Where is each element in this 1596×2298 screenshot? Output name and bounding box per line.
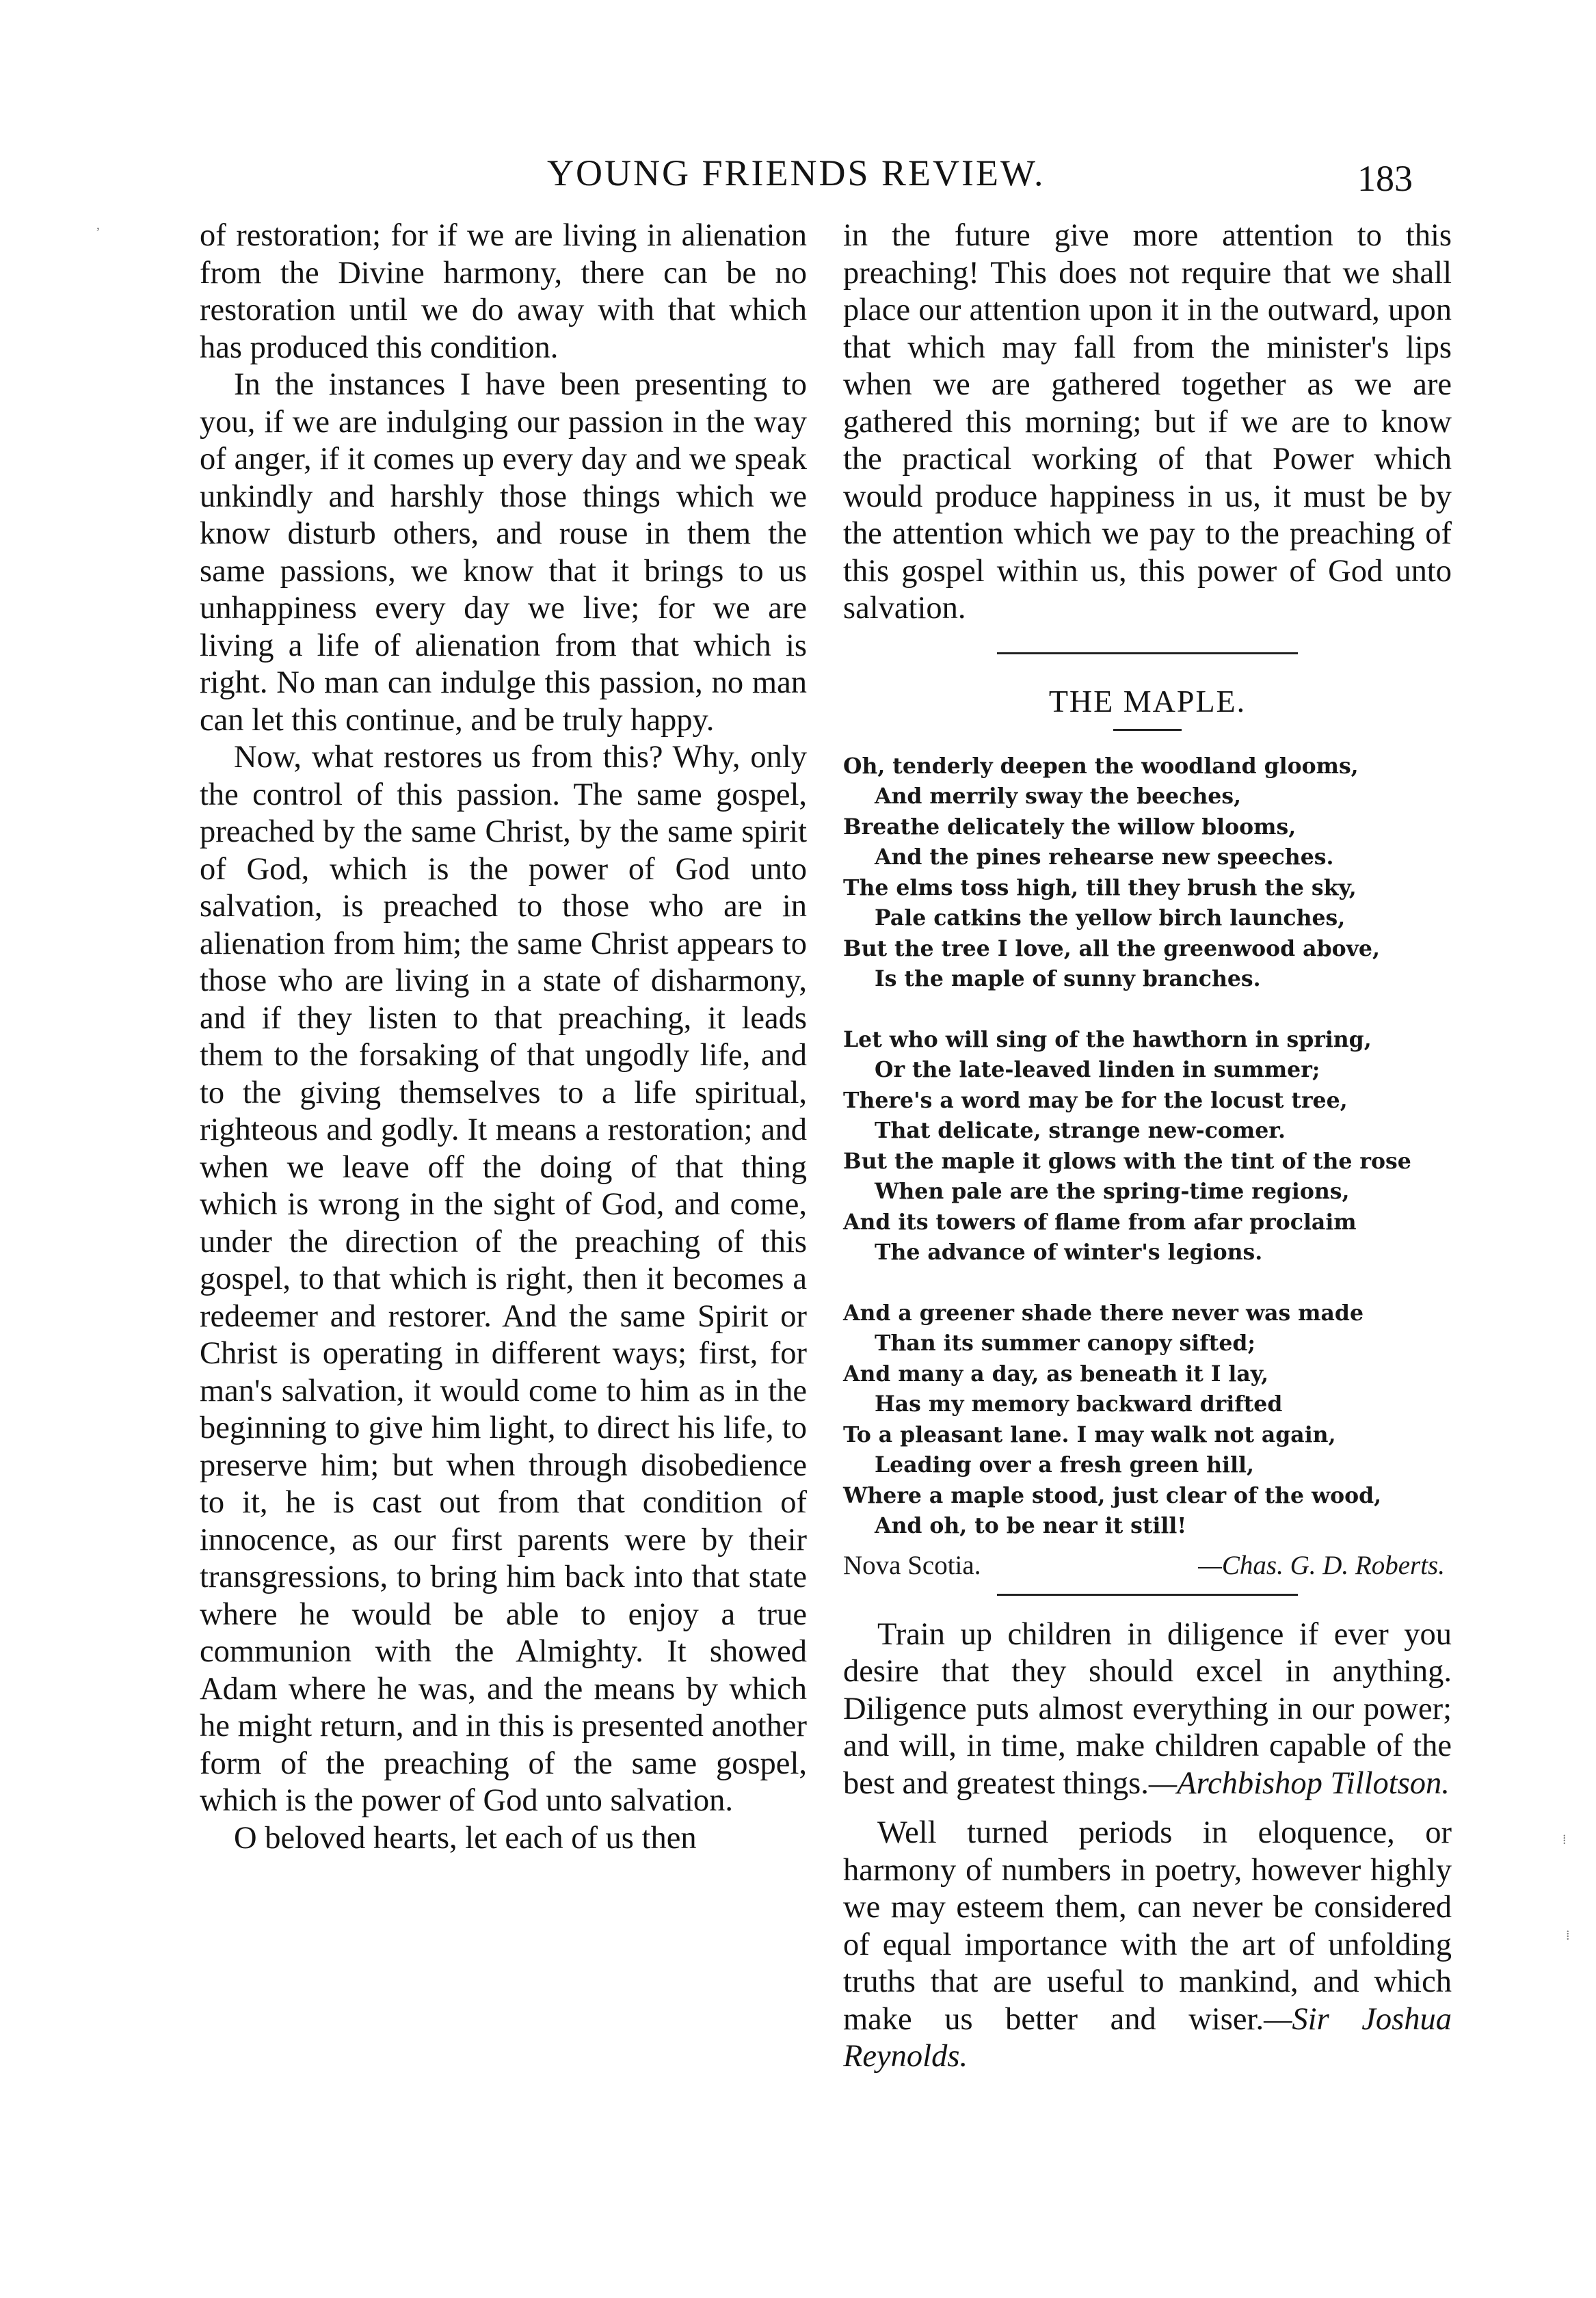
poem-line: Breathe delicately the willow blooms, bbox=[843, 814, 1296, 840]
poem-line: But the maple it glows with the tint of the rose bbox=[843, 1148, 1411, 1174]
poem-line: And its towers of flame from afar proclaim bbox=[843, 1209, 1357, 1235]
poem-attribution bbox=[843, 1549, 1452, 1583]
margin-speck: ⁞ bbox=[1566, 1928, 1570, 1943]
paragraph: Now, what restores us from this? Why, only the control of this passion. The same gospel, preached by the same Christ, by the same spirit of God, which is the power of God unto salvation, is preached to those who are in alienation from him; the same Christ appears to those who are living in a state of disharmony, and if they listen to that preaching, it leads them to the forsaking of that ungodly life, and to the giving themselves to a life spiritual, righteous and godly. It means a restoration; and when we leave off the doing of that thing which is wrong in the sight of God, and come, under the direction of the preaching of this gospel, to that which is right, then it becomes a redeemer and restorer. And the same Spirit or Christ is operating in different ways; first, for man's salvation, it would come to him as in the beginning to give him light, to direct his life, to preserve him; but when through disobedience to it, he is cast out from that condition of innocence, as our first parents were by their transgressions, to bring him back into that state where he would be able to enjoy a true communion with the Almighty. It showed Adam where he was, and the means by which he might return, and in this is presented another form of the preaching of the same gospel, which is the power of God unto salvation. bbox=[200, 740, 807, 1818]
page-number: 183 bbox=[1357, 158, 1413, 199]
margin-speck: ⁞ bbox=[1562, 1832, 1567, 1847]
section-divider bbox=[997, 1594, 1298, 1596]
quote-tillotson bbox=[843, 1616, 1452, 1803]
margin-speck: ‚ bbox=[96, 217, 101, 232]
right-column bbox=[843, 217, 1452, 2076]
sermon-continuation bbox=[843, 217, 1452, 628]
poem bbox=[843, 751, 1452, 1583]
poem-line: And many a day, as beneath it I lay, bbox=[843, 1361, 1269, 1387]
poem-line: And oh, to be near it still! bbox=[875, 1513, 1187, 1538]
poem-line: And a greener shade there never was made bbox=[843, 1300, 1364, 1326]
quote-text: Well turned periods in eloquence, or harmony of numbers in poetry, however highly we may esteem them, can never be considered of equal importance with the art of unfolding truths that are useful to mankind, and which make us better and wiser. bbox=[843, 1815, 1452, 2037]
quote-paragraph bbox=[843, 1815, 1452, 2076]
poem-stanza bbox=[843, 1025, 1452, 1268]
poem-line: Or the late-leaved linden in summer; bbox=[875, 1057, 1320, 1082]
poem-line: Than its summer canopy sifted; bbox=[875, 1331, 1256, 1356]
poem-author: —Chas. G. D. Roberts. bbox=[1198, 1550, 1445, 1580]
quote-source: —Sir Joshua Reynolds. bbox=[843, 2001, 1452, 2074]
left-column bbox=[200, 217, 807, 1857]
poem-line: Pale catkins the yellow birch launches, bbox=[875, 905, 1346, 931]
poem-line: Has my memory backward drifted bbox=[875, 1391, 1283, 1417]
title-divider bbox=[1113, 729, 1182, 731]
paragraph: In the instances I have been presenting to you, if we are indulging our passion in the way of anger, if it comes up every day and we speak unkindly and harshly those things which we know disturb others, and rouse in them the same passions, we know that it brings to us unhappiness every day we live; for we are living a life of alienation from that which is right. No man can indulge this passion, no man can let this continue, and be truly happy. bbox=[200, 367, 807, 738]
poem-line: The advance of winter's legions. bbox=[875, 1240, 1263, 1265]
paragraph: of restoration; for if we are living in alienation from the Divine harmony, there can be no restoration until we do away with that which has produced this condition. bbox=[200, 218, 807, 365]
poem-line: And merrily sway the beeches, bbox=[875, 784, 1242, 809]
poem-stanza bbox=[843, 751, 1452, 995]
poem-line: To a pleasant lane. I may walk not again, bbox=[843, 1421, 1336, 1447]
poem-line: But the tree I love, all the greenwood above, bbox=[843, 935, 1380, 961]
poem-line: When pale are the spring-time regions, bbox=[875, 1179, 1350, 1204]
quote-paragraph bbox=[843, 1616, 1452, 1803]
poem-line: That delicate, strange new-comer. bbox=[875, 1118, 1286, 1143]
paragraph: in the future give more attention to this preaching! This does not require that we shall place our attention upon it in the outward, upon that which may fall from the minister's lips when we are gathered together as we are gathered this morning; but if we are to know the practical working of that Power which would produce happiness in us, it must be by the attention which we pay to the preaching of this gospel within us, this power of God unto salvation. bbox=[843, 218, 1452, 626]
poem-title: THE MAPLE. bbox=[1048, 683, 1247, 719]
poem-line: Leading over a fresh green hill, bbox=[875, 1452, 1254, 1478]
poem-line: And the pines rehearse new speeches. bbox=[875, 844, 1334, 870]
poem-stanza bbox=[843, 1298, 1452, 1542]
poem-line: Where a maple stood, just clear of the wood, bbox=[843, 1482, 1382, 1508]
quote-text: Train up children in diligence if ever you desire that they should excel in anything. Diligence puts almost everything in our power; and will, in time, make children capable of the best and greatest things. bbox=[843, 1616, 1452, 1801]
quote-reynolds bbox=[843, 1815, 1452, 2076]
paragraph: O beloved hearts, let each of us then bbox=[234, 1820, 697, 1856]
poem-line: There's a word may be for the locust tree, bbox=[843, 1087, 1348, 1113]
running-head: YOUNG FRIENDS REVIEW. bbox=[547, 152, 1046, 193]
section-divider bbox=[997, 652, 1298, 654]
poem-line: Let who will sing of the hawthorn in spring, bbox=[843, 1026, 1372, 1052]
poem-line: Is the maple of sunny branches. bbox=[875, 966, 1261, 991]
poem-place: Nova Scotia. bbox=[843, 1550, 981, 1580]
poem-line: The elms toss high, till they brush the sky, bbox=[843, 874, 1357, 900]
quote-source: —Archbishop Tillotson. bbox=[1148, 1765, 1450, 1801]
page-header bbox=[0, 152, 1596, 206]
poem-line: Oh, tenderly deepen the woodland glooms, bbox=[843, 753, 1359, 779]
